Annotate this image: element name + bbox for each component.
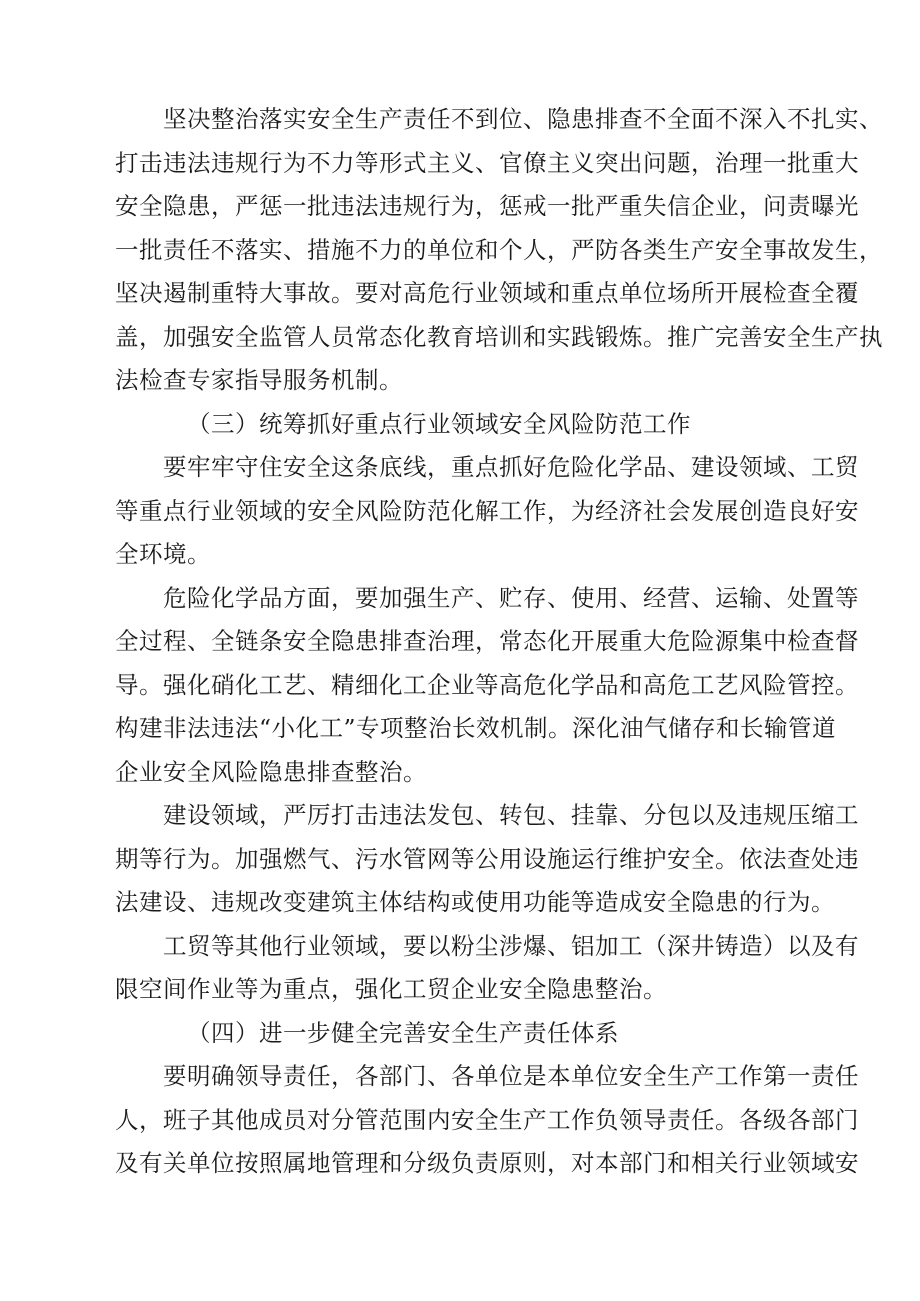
text-line: 及有关单位按照属地管理和分级负责原则，对本部门和相关行业领域安 — [115, 1149, 859, 1177]
text-line: 导。强化硝化工艺、精细化工企业等高危化学品和高危工艺风险管控。 — [115, 670, 859, 699]
document-body — [115, 98, 883, 1186]
text-line: 等重点行业领域的安全风险防范化解工作，为经济社会发展创造良好安 — [115, 496, 859, 525]
heading-text: （三）统筹抓好重点行业领域安全风险防范工作 — [187, 409, 691, 438]
text-line: 坚决遏制重特大事故。要对高危行业领域和重点单位场所开展检查全覆 — [115, 279, 859, 307]
paragraph — [115, 577, 859, 795]
text-line: 企业安全风险隐患排查整治。 — [115, 757, 427, 786]
paragraph — [115, 1055, 859, 1186]
text-line: 构建非法违法“小化工”专项整治长效机制。深化油气储存和长输管道 — [115, 714, 837, 742]
text-line: 盖，加强安全监管人员常态化教育培训和实践锻炼。推广完善安全生产执 — [115, 322, 883, 351]
heading-text: （四）进一步健全完善安全生产责任体系 — [187, 1018, 619, 1047]
text-line: 法检查专家指导服务机制。 — [115, 366, 403, 394]
paragraph — [115, 794, 859, 925]
text-line: 打击违法违规行为不力等形式主义、官僚主义突出问题，治理一批重大 — [115, 148, 859, 177]
text-line: 安全隐患，严惩一批违法违规行为，惩戒一批严重失信企业，问责曝光 — [115, 192, 859, 220]
text-line: 限空间作业等为重点，强化工贸企业安全隐患整治。 — [115, 975, 667, 1003]
section-heading — [115, 1012, 835, 1056]
text-line: 建设领域，严厉打击违法发包、转包、挂靠、分包以及违规压缩工 — [163, 801, 859, 829]
text-line: 人，班子其他成员对分管范围内安全生产工作负领导责任。各级各部门 — [115, 1105, 859, 1134]
paragraph — [115, 98, 883, 403]
text-line: 期等行为。加强燃气、污水管网等公用设施运行维护安全。依法查处违 — [115, 844, 859, 873]
section-heading — [115, 403, 835, 447]
paragraph — [115, 925, 859, 1012]
text-line: 要明确领导责任，各部门、各单位是本单位安全生产工作第一责任 — [163, 1062, 859, 1090]
text-line: 一批责任不落实、措施不力的单位和个人，严防各类生产安全事故发生， — [115, 235, 883, 264]
text-line: 危险化学品方面，要加强生产、贮存、使用、经营、运输、处置等 — [163, 583, 859, 612]
text-line: 全过程、全链条安全隐患排查治理，常态化开展重大危险源集中检查督 — [115, 627, 859, 655]
paragraph — [115, 446, 859, 577]
text-line: 坚决整治落实安全生产责任不到位、隐患排查不全面不深入不扎实、 — [163, 105, 883, 133]
text-line: 全环境。 — [115, 540, 211, 568]
text-line: 法建设、违规改变建筑主体结构或使用功能等造成安全隐患的行为。 — [115, 888, 835, 916]
text-line: 要牢牢守住安全这条底线，重点抓好危险化学品、建设领域、工贸 — [163, 453, 859, 481]
text-line: 工贸等其他行业领域，要以粉尘涉爆、铝加工（深井铸造）以及有 — [163, 931, 859, 960]
